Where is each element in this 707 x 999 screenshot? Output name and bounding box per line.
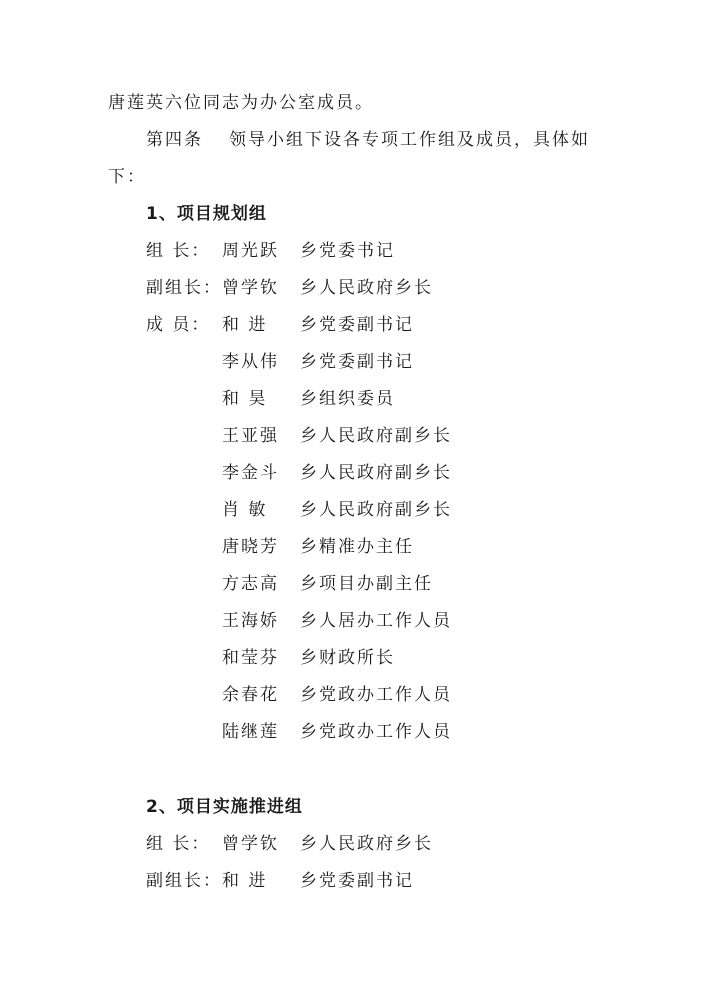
article-text: 领导小组下设各专项工作组及成员，具体如 (229, 130, 590, 150)
member-title: 乡精准办主任 (300, 537, 414, 557)
group-1-row (146, 388, 395, 410)
role-label: 副组长： (146, 871, 222, 891)
member-title: 乡党委副书记 (300, 352, 414, 372)
member-title: 乡人居办工作人员 (300, 611, 452, 631)
member-title: 乡财政所长 (300, 648, 395, 668)
member-name: 和 进 (222, 871, 268, 891)
group-1-row (146, 647, 395, 669)
member-name: 周光跃 (222, 241, 279, 261)
member-title: 乡人民政府副乡长 (300, 463, 452, 483)
member-title: 乡党政办工作人员 (300, 685, 452, 705)
member-name: 李金斗 (222, 463, 279, 483)
member-name: 王海娇 (222, 611, 279, 631)
member-title: 乡党委副书记 (300, 315, 414, 335)
role-label: 组 长： (146, 834, 211, 854)
member-name: 方志高 (222, 574, 279, 594)
group-1-row (146, 351, 414, 373)
intro-line-3: 下： (108, 167, 146, 187)
member-name: 唐晓芳 (222, 537, 279, 557)
intro-line-1: 唐莲英六位同志为办公室成员。 (108, 93, 374, 113)
member-title: 乡党委副书记 (300, 871, 414, 891)
member-title: 乡人民政府乡长 (300, 834, 433, 854)
group-1-row (146, 425, 452, 447)
member-name: 李从伟 (222, 352, 279, 372)
member-title: 乡人民政府副乡长 (300, 500, 452, 520)
member-name: 和 进 (222, 315, 268, 335)
member-name: 和莹芬 (222, 648, 279, 668)
group-2-heading: 2、项目实施推进组 (146, 797, 303, 817)
member-title: 乡组织委员 (300, 389, 395, 409)
member-name: 陆继莲 (222, 722, 279, 742)
member-name: 曾学钦 (222, 834, 279, 854)
group-1-heading: 1、项目规划组 (146, 204, 267, 224)
member-name: 余春花 (222, 685, 279, 705)
member-title: 乡人民政府乡长 (300, 278, 433, 298)
role-label: 组 长： (146, 241, 211, 261)
group-1-row (146, 499, 452, 521)
member-title: 乡项目办副主任 (300, 574, 433, 594)
group-1-row (146, 573, 433, 595)
role-label: 副组长： (146, 278, 222, 298)
member-title: 乡人民政府副乡长 (300, 426, 452, 446)
role-label: 成 员： (146, 315, 211, 335)
group-2-row (146, 833, 433, 855)
member-title: 乡党政办工作人员 (300, 722, 452, 742)
group-1-row (146, 462, 452, 484)
member-name: 曾学钦 (222, 278, 279, 298)
group-1-row (146, 610, 452, 632)
member-name: 王亚强 (222, 426, 279, 446)
group-1-row (146, 721, 452, 743)
article-number: 第四条 (146, 130, 203, 150)
group-2-row (146, 870, 414, 892)
group-1-row (146, 240, 395, 262)
group-1-row (146, 684, 452, 706)
group-1-row (146, 314, 414, 336)
member-title: 乡党委书记 (300, 241, 395, 261)
member-name: 肖 敏 (222, 500, 268, 520)
group-1-row (146, 277, 433, 299)
article-line (146, 129, 590, 151)
member-name: 和 昊 (222, 389, 268, 409)
group-1-row (146, 536, 414, 558)
